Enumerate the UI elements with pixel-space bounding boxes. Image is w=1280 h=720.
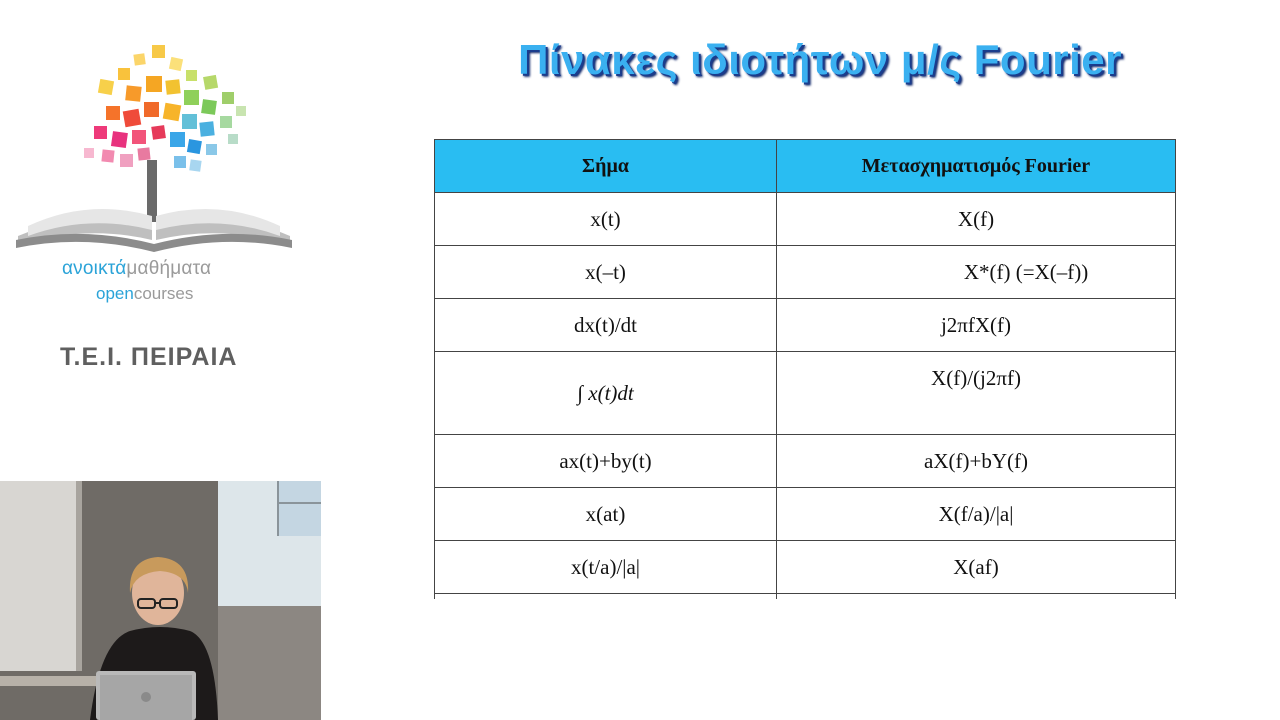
book-tree-icon [14,40,294,270]
transform-cell: X(f) [777,193,1176,246]
logo-text-greek-part2: μαθήματα [126,258,212,279]
signal-cell: x(at) [435,488,777,541]
transform-cell [777,352,1176,435]
table-row [435,352,1176,435]
transform-cell: aX(f)+bY(f) [777,435,1176,488]
transform-cell: X(af) [777,541,1176,594]
institution-name: Τ.Ε.Ι. ΠΕΙΡΑΙΑ [60,343,238,371]
signal-cell: ax(t)+by(t) [435,435,777,488]
table-row [435,435,1176,488]
slide-title: Πίνακες ιδιοτήτων μ/ς Fourier [518,36,1122,83]
signal-cell: dx(t)/dt [435,299,777,352]
presenter-video-frame [0,481,321,720]
transform-cell-text: X*(f) (=X(–f)) [963,259,1089,284]
signal-cell: x(t/a)/|a| [435,541,777,594]
table-row [435,246,1176,299]
integral-expression: ∫ x(t)dt [577,380,634,405]
header-fourier-transform: Μετασχηματισμός Fourier [777,140,1176,193]
table-row-partial [435,594,1176,600]
logo-text-greek [62,258,211,280]
transform-cell: X(f/a)/|a| [777,488,1176,541]
table-row [435,488,1176,541]
logo-text-english-part2: courses [133,284,194,303]
table-header-row [435,140,1176,193]
table-row [435,541,1176,594]
logo-text-english [96,284,193,304]
transform-cell: j2πfX(f) [777,299,1176,352]
transform-cell-empty [777,594,1176,600]
transform-cell [777,246,1176,299]
header-signal: Σήμα [435,140,777,193]
logo-text-english-part1: open [96,284,134,303]
signal-cell: x(t) [435,193,777,246]
transform-cell-text: X(f)/(j2πf) [931,366,1021,390]
signal-cell: x(–t) [435,246,777,299]
signal-cell [435,352,777,435]
opencourses-logo [14,40,294,270]
table-row [435,193,1176,246]
presenter-video [0,481,321,720]
table-row [435,299,1176,352]
signal-cell-empty [435,594,777,600]
logo-text-greek-part1: ανοικτά [62,258,127,279]
fourier-properties-table [434,139,1176,599]
